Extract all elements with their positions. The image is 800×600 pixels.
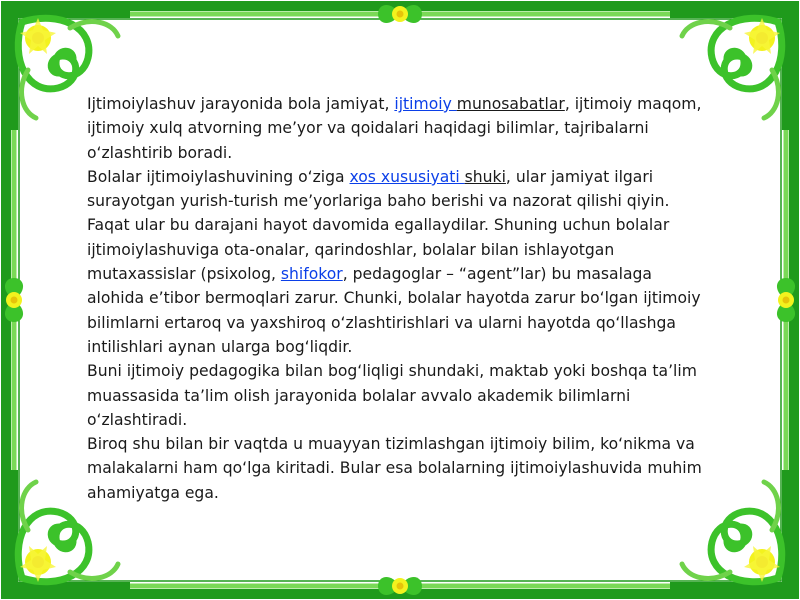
link-xos-xususiyati[interactable]: xos xususiyati xyxy=(349,167,465,186)
body-text xyxy=(87,92,707,505)
underlined-shuki: shuki xyxy=(464,167,506,186)
underlined-munosabatlar: munosabatlar xyxy=(456,95,565,113)
paragraph-4: Biroq shu bilan bir vaqtda u muayyan tizimlashgan ijtimoiy bilim, ko‘nikma va malakalarni ham qo‘lga kiritadi. Bular esa bolalarning ijtimoiylashuvida muhim ahamiyatga ega. xyxy=(87,435,702,502)
side-flower-icon xyxy=(378,5,422,23)
text-run: , ijtimoiy maqom, ijtimoiy xulq atvorning me’yor va qoidalari haqidagi bilimlar, tajribalarni o‘zlashtirib boradi. xyxy=(87,95,702,162)
text-run: Ijtimoiylashuv jarayonida bola jamiyat, xyxy=(87,95,395,113)
text-run: , ular jamiyat ilgari surayotgan yurish-turish me’yorlariga baho berishi va nazorat qilishi qiyin. Faqat ular bu darajani hayot davomida egallaydilar. Shuning uchun bolalar ijtimoiylashuviga ota-onalar, qarindoshlar, bolalar bilan ishlayotgan mutaxassislar (psixolog, xyxy=(87,167,670,284)
paragraph-3: Buni ijtimoiy pedagogika bilan bog‘liqligi shundaki, maktab yoki boshqa ta’lim muassasida ta’lim olish jarayonida bolalar avvalo akademik bilimlarni o‘zlashtiradi. xyxy=(87,362,697,429)
link-shifokor[interactable]: shifokor xyxy=(280,265,343,284)
link-ijtimoiy[interactable]: ijtimoiy xyxy=(394,95,457,113)
paragraph-2 xyxy=(87,165,707,359)
side-flower-icon xyxy=(378,577,422,595)
text-run: , pedagoglar – “agent”lar) bu masalaga alohida e’tibor bermoqlari zarur. Chunki, bolalar hayotda zarur bo‘lgan ijtimoiy bilimlarni ertaroq va yaxshiroq o‘zlashtirishlari va ularni hayotda qo‘llashga intilishlari aynan ularga bog‘liqdir. xyxy=(87,265,701,356)
side-flower-icon xyxy=(5,278,23,322)
paragraph-1 xyxy=(87,92,707,165)
side-flower-icon xyxy=(777,278,795,322)
text-run: Bolalar ijtimoiylashuvining o‘ziga xyxy=(87,167,350,186)
